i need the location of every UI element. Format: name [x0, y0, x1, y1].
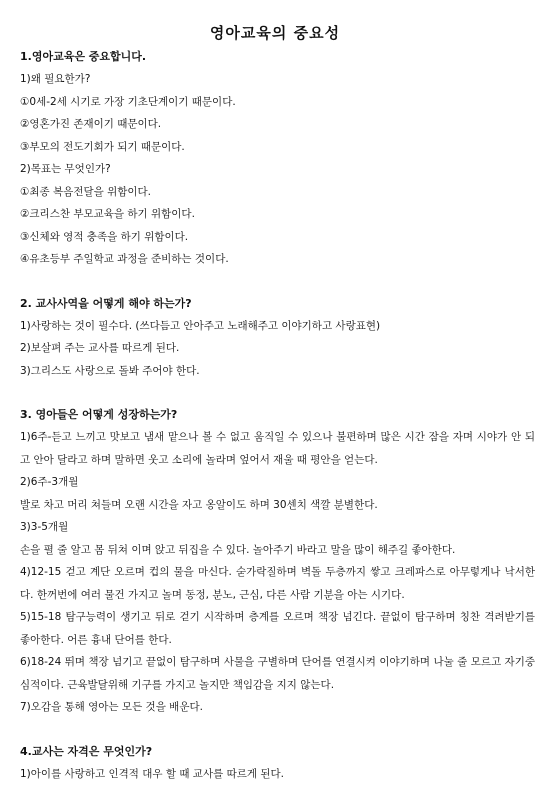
page-title: 영아교육의 중요성	[0, 22, 550, 43]
text-line: ②크리스찬 부모교육을 하기 위함이다.	[20, 203, 535, 226]
text-line: 1)아이를 사랑하고 인격적 대우 할 때 교사를 따르게 된다.	[20, 763, 535, 785]
text-paragraph: 발로 차고 머리 쳐들며 오랜 시간을 자고 옹알이도 하며 30센치 색깔 분별한다.	[20, 494, 535, 517]
section-heading: 1.영아교육은 중요합니다.	[20, 46, 535, 68]
text-line: 1)왜 필요한가?	[20, 68, 535, 91]
section-heading: 3. 영아들은 어떻게 성장하는가?	[20, 404, 535, 426]
text-paragraph: 손을 펼 줄 알고 몸 뒤쳐 이며 앉고 뒤집을 수 있다. 놀아주기 바라고 말을 많이 해주길 좋아한다.	[20, 539, 535, 562]
text-line: ②영혼가진 존재이기 때문이다.	[20, 113, 535, 136]
text-line: ③신체와 영적 충족을 하기 위함이다.	[20, 226, 535, 249]
text-line: ③부모의 전도기회가 되기 때문이다.	[20, 136, 535, 159]
text-line: 3)그리스도 사랑으로 돌봐 주어야 한다.	[20, 360, 535, 383]
section-3	[20, 404, 535, 719]
section-spacer	[20, 382, 535, 404]
section-spacer	[20, 719, 535, 741]
text-paragraph: 5)15-18 탐구능력이 생기고 뒤로 걷기 시작하며 층계를 오르며 책장 넘긴다. 끝없이 탐구하며 칭찬 격려받기를 좋아한다. 어른 흉내 단어를 한다.	[20, 606, 535, 651]
text-line: 2)목표는 무엇인가?	[20, 158, 535, 181]
section-heading: 2. 교사사역을 어떻게 해야 하는가?	[20, 293, 535, 315]
text-paragraph: 4)12-15 걷고 계단 오르며 컵의 물을 마신다. 숟가락질하며 벽돌 두층까지 쌓고 크레파스로 아무렇게나 낙서한다. 한꺼번에 여러 물건 가지고 놀며 동정, 분노, 근심, 다른 사람 기분을 아는 시기다.	[20, 561, 535, 606]
text-line: ①최종 복음전달을 위함이다.	[20, 181, 535, 204]
section-spacer	[20, 271, 535, 293]
text-line: ④유초등부 주일학교 과정을 준비하는 것이다.	[20, 248, 535, 271]
section-heading: 4.교사는 자격은 무엇인가?	[20, 741, 535, 763]
section-2	[20, 293, 535, 383]
text-line: 1)사랑하는 것이 필수다. (쓰다듬고 안아주고 노래해주고 이야기하고 사랑표현)	[20, 315, 535, 338]
text-paragraph: 6)18-24 뛰며 책장 넘기고 끝없이 탐구하며 사물을 구별하며 단어를 연결시켜 이야기하며 나눌 줄 모르고 자기중심적이다. 근육발달위해 기구를 가지고 놀지만 책임감을 지지 않는다.	[20, 651, 535, 696]
text-paragraph: 2)6주-3개월	[20, 471, 535, 494]
section-4	[20, 741, 535, 785]
text-line: 2)보살펴 주는 교사를 따르게 된다.	[20, 337, 535, 360]
section-1	[20, 46, 535, 271]
text-paragraph: 1)6주-듣고 느끼고 맛보고 냄새 맡으나 볼 수 없고 움직일 수 있으나 불편하며 많은 시간 잠을 자며 시야가 안 되고 안아 달라고 하며 말하면 웃고 소리에 놀라며 엎어서 재울 때 평안을 얻는다.	[20, 426, 535, 471]
text-line: ①0세-2세 시기로 가장 기초단계이기 때문이다.	[20, 91, 535, 114]
document-body	[20, 46, 535, 785]
text-paragraph: 7)오감을 통해 영아는 모든 것을 배운다.	[20, 696, 535, 719]
text-paragraph: 3)3-5개월	[20, 516, 535, 539]
